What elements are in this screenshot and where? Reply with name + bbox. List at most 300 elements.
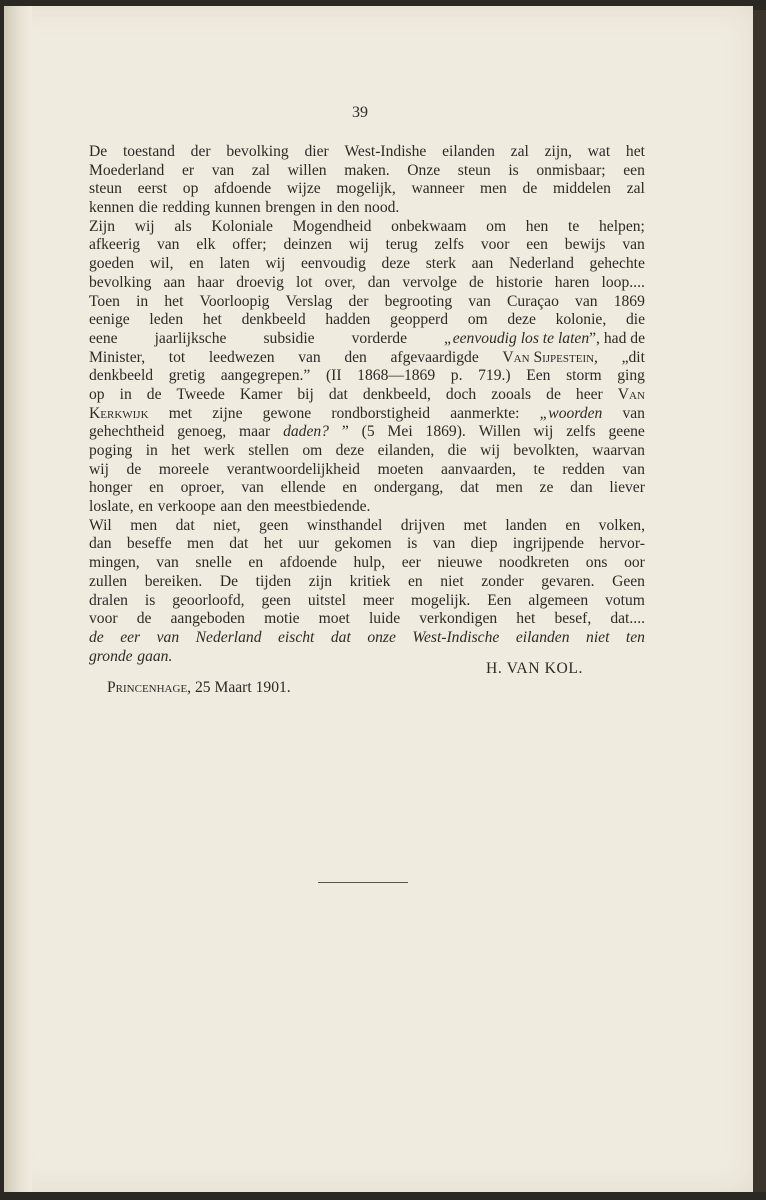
word: toestand: [122, 143, 175, 160]
word: niet,: [213, 516, 241, 534]
word: en: [342, 479, 358, 497]
word: dat: [330, 628, 351, 646]
word: geene: [608, 423, 645, 441]
word: Een: [526, 367, 551, 385]
word: De: [89, 143, 108, 160]
closing-rule: [318, 882, 408, 883]
word: wij: [533, 423, 554, 441]
word: ondergang,: [373, 479, 444, 497]
word: zijne: [212, 404, 243, 422]
text-line: [89, 367, 645, 386]
word: deinzen: [283, 236, 332, 254]
word: denkbeeld,: [362, 385, 431, 403]
word: gekomen: [334, 535, 392, 553]
word: Tweede: [176, 385, 225, 403]
word: maar: [239, 423, 271, 441]
word: moeten: [377, 460, 424, 478]
word: van: [468, 292, 491, 310]
word: kolonie,: [555, 311, 607, 329]
binding-gutter: [4, 6, 32, 1192]
text-line: [89, 293, 645, 312]
word: verkoope: [157, 498, 216, 516]
word: terug: [385, 236, 418, 254]
word: en: [407, 572, 423, 590]
text-line: [89, 274, 645, 293]
word: van: [211, 161, 235, 179]
word: gaan.: [137, 647, 173, 665]
word: zal: [626, 180, 645, 198]
word: zelfs: [434, 236, 464, 254]
word: van: [622, 236, 645, 254]
word: luide: [368, 610, 401, 628]
text-line: [89, 255, 645, 274]
word: zijn,: [544, 143, 572, 160]
word: honger: [89, 479, 133, 497]
word: van: [622, 460, 645, 478]
word: als: [174, 217, 192, 235]
word: storm: [566, 367, 602, 385]
text-line: [89, 479, 645, 498]
word: het: [625, 143, 645, 160]
word: een: [623, 161, 645, 179]
word: men: [495, 479, 523, 497]
word: dan: [89, 535, 112, 553]
word: lot: [296, 273, 313, 291]
word: zelfs: [566, 423, 596, 441]
word: volken,: [598, 516, 645, 534]
word: mogelijk,: [336, 180, 396, 198]
word: aanvaarden,: [441, 460, 516, 478]
word: gronde: [89, 647, 133, 665]
word: (II: [325, 367, 342, 385]
word: hadden: [325, 311, 371, 329]
word: het: [516, 610, 536, 628]
word: gewone: [262, 404, 312, 422]
word: winsthandel: [306, 516, 383, 534]
word: besef,: [554, 610, 592, 628]
word: om: [302, 442, 323, 459]
word: Nederland: [508, 255, 574, 273]
word: om: [467, 311, 488, 329]
line-tail: van: [622, 404, 645, 422]
word: der: [348, 292, 369, 310]
word: eilanden,: [377, 442, 435, 459]
word: zal: [251, 161, 270, 179]
word: beseffe: [126, 535, 172, 553]
quote-open: „dit: [621, 348, 645, 366]
text-line: [89, 180, 645, 199]
word: ons: [585, 554, 608, 572]
word: er: [181, 161, 195, 179]
word: zal: [510, 143, 529, 160]
word: Wil: [89, 516, 112, 534]
word: Mei: [387, 423, 413, 441]
word: 1869: [613, 292, 645, 310]
word: onbekwaam: [391, 217, 467, 235]
word: verkondigen: [419, 610, 498, 628]
word: aan: [220, 498, 243, 516]
word: laten: [219, 255, 250, 273]
word: geopperd: [390, 311, 449, 329]
text-line: [89, 535, 645, 554]
word: verantwoordelijkheid: [226, 460, 360, 478]
word: den: [337, 199, 360, 217]
word: der: [190, 143, 211, 160]
text-line: [89, 554, 645, 573]
word: men: [187, 535, 214, 553]
word: men: [479, 180, 507, 198]
person-name: Van: [617, 385, 645, 403]
text-line: [89, 592, 645, 611]
word: aangegrepen.”: [220, 367, 311, 385]
word: offer;: [232, 236, 267, 254]
word: op: [182, 180, 199, 198]
word: hulp,: [353, 554, 386, 572]
word: de: [522, 180, 538, 198]
word: eer: [120, 628, 141, 646]
word: nieuwe: [437, 554, 483, 572]
word: wij: [348, 236, 369, 254]
word: bewijs: [564, 236, 606, 254]
word: ingrijpende: [512, 535, 584, 553]
word: stellen: [248, 442, 289, 459]
word: is: [508, 161, 519, 179]
word: sterk: [425, 255, 457, 273]
word: over,: [324, 273, 356, 291]
italic-quote: daden?: [283, 423, 329, 441]
word: Zijn: [89, 217, 115, 235]
text-line: [89, 517, 645, 536]
word: vorderde: [351, 329, 408, 347]
page-edge: [753, 10, 766, 1192]
word: wil,: [149, 255, 174, 273]
word: bevolking: [89, 273, 152, 291]
word: Kamer: [239, 385, 283, 403]
word: de: [546, 385, 561, 403]
word: leden: [149, 311, 184, 329]
word: deze: [335, 442, 365, 459]
word: steun: [457, 161, 491, 179]
word: van: [156, 628, 180, 646]
word: tijden: [255, 572, 292, 590]
word: Geen: [612, 572, 645, 590]
word: De: [219, 572, 239, 590]
word: kunnen: [214, 199, 261, 217]
word: Voorloopig: [199, 292, 270, 310]
word: eilanden: [442, 143, 495, 160]
word: Mogendheid: [292, 217, 372, 235]
word: afdoende: [214, 180, 272, 198]
word: doch: [445, 385, 477, 403]
word: in: [145, 442, 158, 459]
word: gehechtheid: [89, 423, 165, 441]
word: moreele: [158, 460, 210, 478]
word: heer: [575, 385, 603, 403]
word: Onze: [407, 161, 441, 179]
text-line: [89, 162, 645, 181]
word: haren: [554, 273, 590, 291]
page-number: 39: [352, 104, 368, 121]
word: leedwezen: [208, 348, 275, 366]
word: oproer,: [180, 479, 225, 497]
word: in: [320, 199, 333, 217]
word: van: [241, 479, 264, 497]
word: zonder: [481, 572, 524, 590]
text-line: [89, 405, 645, 424]
word: van: [156, 236, 180, 254]
text-line: [89, 610, 645, 629]
word: en: [138, 498, 153, 516]
word: Moederland: [89, 161, 165, 179]
word: niet: [586, 628, 610, 646]
signature: H. VAN KOL.: [486, 660, 583, 677]
word: loslate,: [89, 498, 134, 516]
word: aanmerkte:: [450, 404, 520, 422]
word: werk: [203, 442, 235, 459]
word: mogelijk.: [410, 591, 471, 609]
word: wat: [587, 143, 611, 160]
word: bevolking: [226, 143, 289, 160]
word: van: [432, 535, 456, 553]
word: 1869).: [425, 423, 466, 441]
word: deze: [507, 311, 536, 329]
word: met: [463, 516, 487, 534]
word: p.: [450, 367, 463, 385]
word: en: [189, 255, 204, 273]
word: tot: [168, 348, 186, 366]
word: dan: [570, 479, 593, 497]
word: is: [406, 535, 418, 553]
word: is: [144, 591, 156, 609]
word: voor: [480, 236, 510, 254]
word: ”: [341, 423, 349, 441]
word: een: [526, 236, 548, 254]
word: moet: [318, 610, 350, 628]
italic-quote: „woorden: [539, 404, 603, 422]
word: hen: [525, 217, 549, 235]
quote-tail: ”, had de: [589, 329, 645, 347]
word: Minister,: [89, 348, 146, 366]
word: snelle: [195, 554, 232, 572]
word: eilanden: [515, 628, 570, 646]
word: in: [136, 292, 149, 310]
word: eischt: [278, 628, 315, 646]
word: aan: [471, 255, 494, 273]
word: het: [164, 292, 184, 310]
text-line: [89, 311, 645, 330]
word: noodkreten: [499, 554, 570, 572]
word: de: [469, 273, 484, 291]
word: afkeerig: [89, 236, 141, 254]
word: kritiek: [349, 572, 391, 590]
word: Curaçao: [506, 292, 559, 310]
word: en: [149, 479, 164, 497]
word: denkbeeld: [89, 367, 154, 385]
word: het: [263, 535, 283, 553]
text-line: [89, 573, 645, 592]
word: helpen;: [598, 217, 645, 235]
word: te: [568, 217, 580, 235]
word: dier: [304, 143, 329, 160]
word: ze: [539, 479, 554, 497]
word: droevig: [236, 273, 284, 291]
word: dralen: [89, 591, 128, 609]
word: wij: [265, 255, 286, 273]
word: zooals: [491, 385, 532, 403]
word: 1868—1869: [357, 367, 436, 385]
place-date: [107, 679, 291, 697]
word: van: [298, 348, 321, 366]
word: in: [119, 385, 132, 403]
word: genoeg,: [177, 423, 227, 441]
word: uur: [298, 535, 319, 553]
word: diep: [470, 535, 498, 553]
word: eenige: [89, 311, 130, 329]
word: de: [126, 460, 142, 478]
text-line: [89, 442, 645, 461]
word: deze: [381, 255, 411, 273]
word: rondborstigheid: [331, 404, 431, 422]
italic-quote: „eenvoudig los te laten: [444, 329, 590, 347]
text-line: [89, 386, 645, 405]
word: elk: [196, 236, 216, 254]
word: wanneer: [411, 180, 465, 198]
word: brengen: [265, 199, 316, 217]
word: meer: [362, 591, 395, 609]
word: dat: [175, 516, 195, 534]
word: nood.: [364, 199, 400, 217]
word: middelen: [552, 180, 611, 198]
word: votum: [605, 591, 645, 609]
word: gehechte: [589, 255, 645, 273]
person-name: Kerkwijk: [89, 404, 149, 422]
quote-segment: [444, 330, 645, 349]
word: bereiken.: [144, 572, 203, 590]
word: ging: [617, 367, 645, 385]
word: denkbeeld: [241, 311, 306, 329]
word: wij: [480, 442, 501, 459]
word: eerst: [137, 180, 168, 198]
word: redden: [562, 460, 605, 478]
word: landen: [505, 516, 547, 534]
word: aangeboden: [170, 610, 245, 628]
word: gevaren.: [541, 572, 595, 590]
word: dat....: [610, 610, 645, 628]
text-line: [89, 461, 645, 480]
place-name: Princenhage,: [107, 679, 192, 696]
word: Koloniale: [211, 217, 273, 235]
word: bevolkten,: [513, 442, 579, 459]
word: bij: [297, 385, 314, 403]
word: hervor-: [599, 535, 645, 553]
word: voor: [89, 610, 118, 628]
word: Een: [487, 591, 512, 609]
word: uitstel: [307, 591, 346, 609]
word: Willen: [478, 423, 521, 441]
word: motie: [264, 610, 300, 628]
text-line: [89, 218, 645, 237]
word: steun: [89, 180, 122, 198]
word: loop....: [601, 273, 645, 291]
word: dat: [229, 535, 249, 553]
word: waarvan: [592, 442, 645, 459]
word: dat: [460, 479, 480, 497]
text-line: [89, 349, 645, 368]
word: geoorloofd,: [172, 591, 245, 609]
word: Toen: [89, 292, 120, 310]
word: wijze: [286, 180, 321, 198]
text-line: [89, 629, 645, 648]
word: geen: [258, 516, 289, 534]
word: eene: [89, 329, 118, 347]
word: haar: [197, 273, 225, 291]
word: West-Indische: [412, 628, 500, 646]
word: goeden: [89, 255, 135, 273]
word: algemeen: [528, 591, 589, 609]
word: Verslag: [285, 292, 333, 310]
date: 25 Maart 1901.: [194, 679, 291, 696]
word: subsidie: [263, 329, 315, 347]
word: geen: [261, 591, 291, 609]
word: aan: [163, 273, 186, 291]
word: afgevaardigde: [390, 348, 479, 366]
word: met: [168, 404, 193, 422]
text-line: [89, 236, 645, 255]
word: jaarlijksche: [154, 329, 227, 347]
word: (5: [361, 423, 375, 441]
word: mingen,: [89, 554, 140, 572]
word: zijn: [308, 572, 333, 590]
word: om: [486, 217, 507, 235]
word: poging: [89, 442, 133, 459]
word: en: [248, 554, 264, 572]
word: op: [89, 385, 105, 403]
word: den: [344, 348, 367, 366]
text-line: [89, 498, 645, 517]
word: de: [136, 610, 152, 628]
text-line: [89, 143, 645, 162]
word: Nederland: [195, 628, 262, 646]
word: dan: [367, 273, 391, 291]
word: begrooting: [384, 292, 453, 310]
word: de: [146, 385, 162, 403]
text-line: [89, 330, 645, 349]
word: meestbiedende.: [273, 498, 371, 516]
word: maken.: [344, 161, 390, 179]
word: die: [447, 442, 467, 459]
word: wij: [134, 217, 155, 235]
word: van: [575, 292, 598, 310]
body-text: [89, 143, 645, 666]
word: het: [202, 311, 222, 329]
word: oor: [624, 554, 645, 572]
paragraphs-1-2: [89, 143, 645, 293]
word: het: [171, 442, 191, 459]
word: kennen: [89, 199, 135, 217]
word: de: [89, 628, 104, 646]
word: redding: [162, 199, 211, 217]
word: die: [138, 199, 158, 217]
word: 719.): [478, 367, 511, 385]
word: zullen: [89, 572, 128, 590]
word: eer: [401, 554, 421, 572]
word: ten: [625, 628, 645, 646]
word: onze: [367, 628, 396, 646]
word: te: [533, 460, 545, 478]
word: wij: [89, 460, 109, 478]
text-line: [89, 199, 645, 218]
word: den: [246, 498, 270, 516]
